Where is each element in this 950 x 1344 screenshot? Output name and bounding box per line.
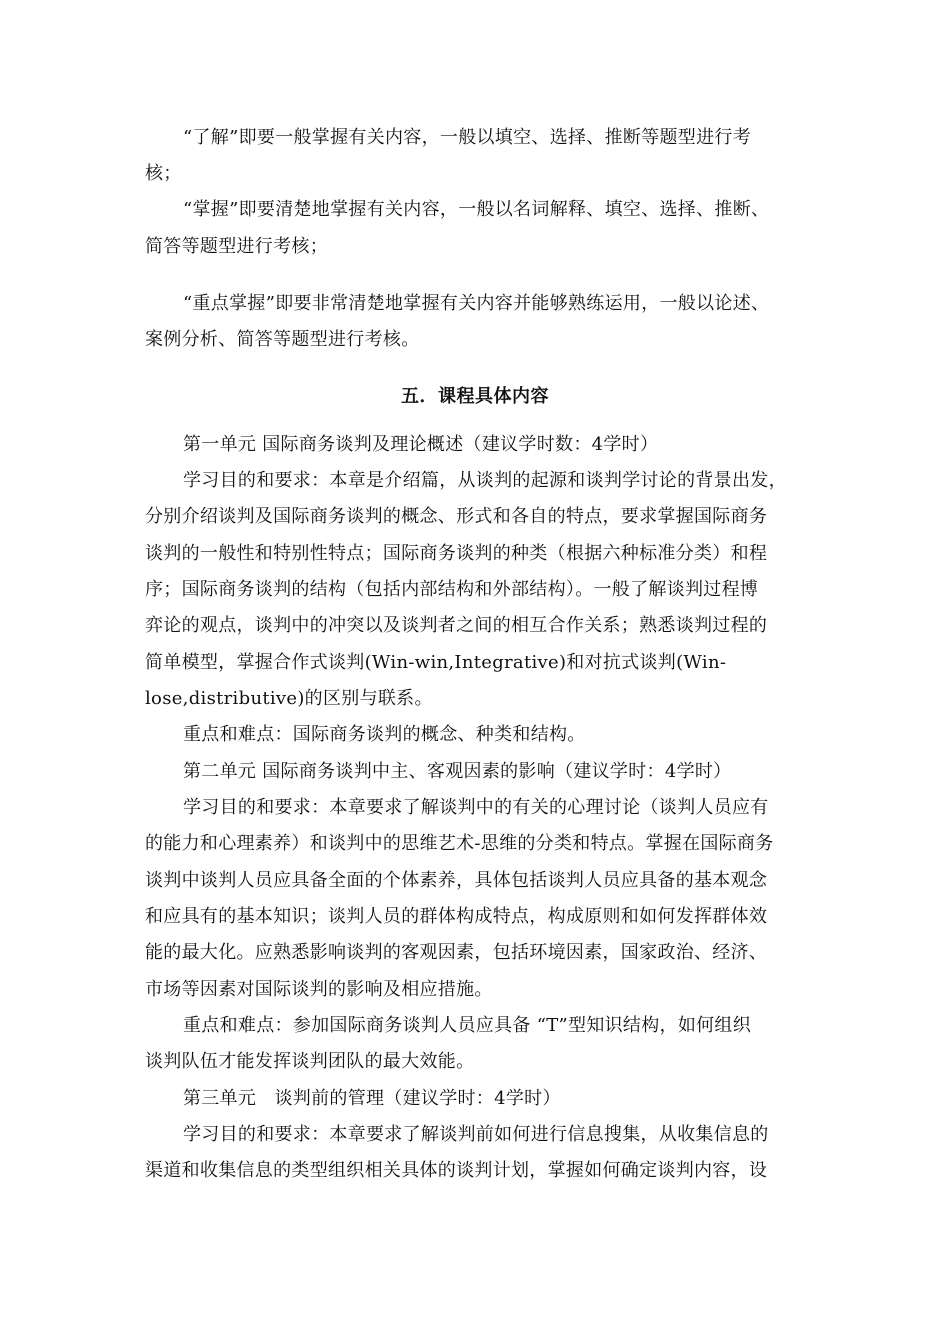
text-line: 和应具有的基本知识；谈判人员的群体构成特点，构成原则和如何发挥群体效 [145,906,768,927]
text-line: 弈论的观点，谈判中的冲突以及谈判者之间的相互合作关系；熟悉谈判过程的 [145,615,768,636]
text-line: 市场等因素对国际谈判的影响及相应措施。 [145,979,493,1000]
text-line: “掌握”即要清楚地掌握有关内容，一般以名词解释、填空、选择、推断、 [183,199,770,220]
text-line: 学习目的和要求：本章要求了解谈判中的有关的心理讨论（谈判人员应有 [183,797,769,818]
text-line: 谈判队伍才能发挥谈判团队的最大效能。 [145,1051,475,1072]
text-line: 分别介绍谈判及国际商务谈判的概念、形式和各自的特点，要求掌握国际商务 [145,506,768,527]
text-line: “了解”即要一般掌握有关内容，一般以填空、选择、推断等题型进行考 [183,127,752,148]
text-line: 案例分析、简答等题型进行考核。 [145,329,420,350]
text-line: 谈判的一般性和特别性特点；国际商务谈判的种类（根据六种标准分类）和程 [145,543,768,564]
text-line: “重点掌握”即要非常清楚地掌握有关内容并能够熟练运用，一般以论述、 [183,293,770,314]
text-line: 学习目的和要求：本章是介绍篇，从谈判的起源和谈判学讨论的背景出发， [183,470,787,491]
text-line: 谈判中谈判人员应具备全面的个体素养，具体包括谈判人员应具备的基本观念 [145,870,768,891]
text-line: 简答等题型进行考核； [145,236,328,257]
text-line: 第一单元 国际商务谈判及理论概述（建议学时数：4学时） [183,434,659,455]
text-line: 第二单元 国际商务谈判中主、客观因素的影响（建议学时：4学时） [183,761,732,782]
section-heading: 五．课程具体内容 [401,386,549,407]
text-line: lose,distributive)的区别与联系。 [145,688,433,709]
text-line: 重点和难点：国际商务谈判的概念、种类和结构。 [183,724,586,745]
text-line: 序；国际商务谈判的结构（包括内部结构和外部结构）。一般了解谈判过程博 [145,579,759,600]
text-line: 重点和难点：参加国际商务谈判人员应具备 “T”型知识结构，如何组织 [183,1015,752,1036]
text-line: 核； [145,163,182,184]
text-line: 学习目的和要求：本章要求了解谈判前如何进行信息搜集，从收集信息的 [183,1124,769,1145]
text-line: 的能力和心理素养）和谈判中的思维艺术-思维的分类和特点。掌握在国际商务 [145,833,774,854]
text-line: 第三单元 谈判前的管理（建议学时：4学时） [183,1088,561,1109]
text-line: 简单模型，掌握合作式谈判(Win-win,Integrative)和对抗式谈判(Win- [145,652,727,673]
text-line: 能的最大化。应熟悉影响谈判的客观因素，包括环境因素，国家政治、经济、 [145,942,768,963]
text-line: 渠道和收集信息的类型组织相关具体的谈判计划，掌握如何确定谈判内容，设 [145,1160,768,1181]
